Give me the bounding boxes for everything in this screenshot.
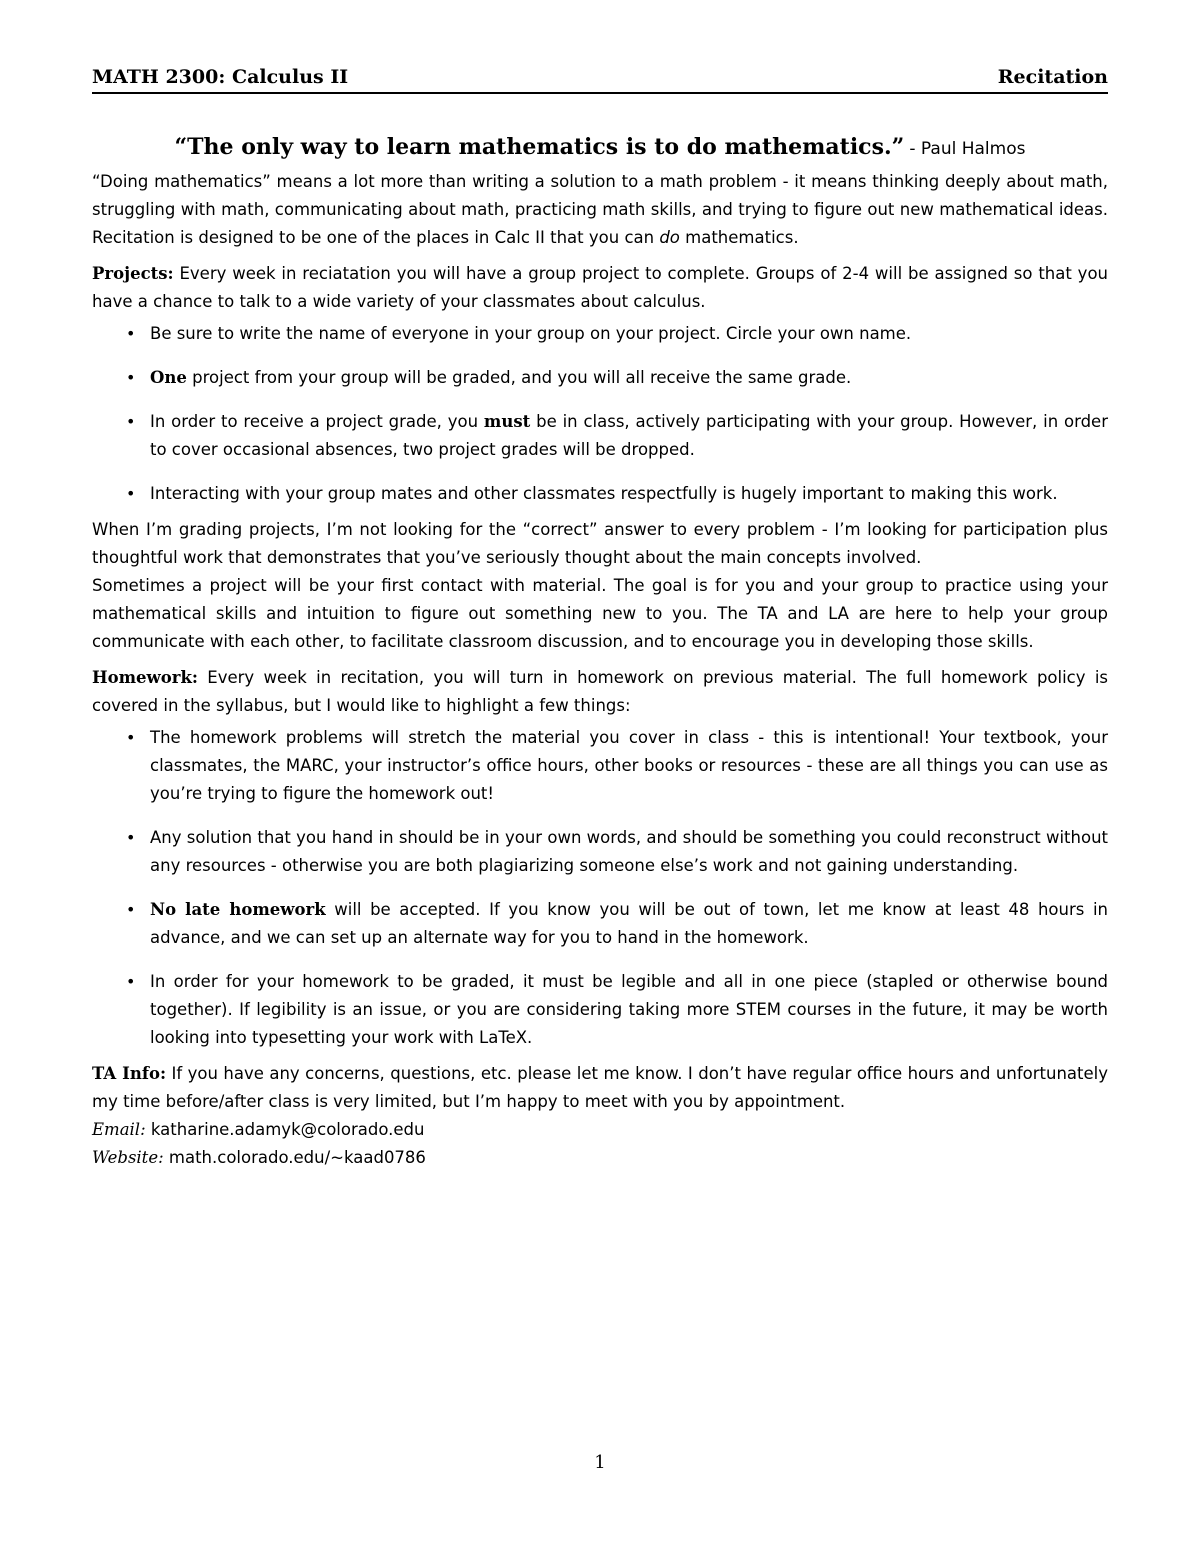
email-address[interactable]: katharine.adamyk@colorado.edu: [150, 1120, 425, 1139]
section-label: Recitation: [997, 66, 1108, 88]
homework-heading: Homework:: [92, 668, 198, 687]
website-url[interactable]: math.colorado.edu/~kaad0786: [168, 1148, 426, 1167]
ta-info-paragraph: TA Info: If you have any concerns, questions, etc. please let me know. I don’t have regular office hours and unfortunately my time before/after class is very limited, but I’m happy to meet with you by appointment.: [92, 1064, 1108, 1111]
bullet-icon: •: [126, 900, 136, 919]
list-item: • No late homework will be accepted. If you know you will be out of town, let me know at least 48 hours in advance, and we can set up an alternate way for you to hand in the homework.: [150, 896, 1108, 952]
list-item: • The homework problems will stretch the material you cover in class - this is intentional! Your textbook, your classmates, the MARC, your instructor’s office hours, other books or resources - these are all things you can use as you’re trying to figure the homework out!: [150, 724, 1108, 808]
website-label: Website:: [92, 1148, 164, 1167]
bullet-icon: •: [126, 728, 136, 747]
bullet-icon: •: [126, 972, 136, 991]
homework-list: [92, 724, 1108, 1052]
list-item: • One project from your group will be graded, and you will all receive the same grade.: [150, 364, 1108, 392]
bullet-icon: •: [126, 828, 136, 847]
list-item: • In order to receive a project grade, you must be in class, actively participating with your group. However, in order to cover occasional absences, two project grades will be dropped.: [150, 408, 1108, 464]
contact-website: [92, 1144, 1108, 1172]
list-item: • Any solution that you hand in should be in your own words, and should be something you could reconstruct without any resources - otherwise you are both plagiarizing someone else’s work and not gaining understanding.: [150, 824, 1108, 880]
bullet-icon: •: [126, 412, 136, 431]
projects-paragraph: Projects: Every week in reciatation you will have a group project to complete. Groups of 2-4 will be assigned so that you have a chance to talk to a wide variety of your classmates about calculus.: [92, 264, 1108, 311]
contact-email: [92, 1116, 1108, 1144]
page: [92, 66, 1108, 1172]
homework-paragraph: Homework: Every week in recitation, you will turn in homework on previous material. The full homework policy is covered in the syllabus, but I would like to highlight a few things:: [92, 668, 1108, 715]
quote-text: “The only way to learn mathematics is to do mathematics.”: [174, 134, 905, 160]
bullet-icon: •: [126, 368, 136, 387]
epigraph: [92, 134, 1108, 160]
emphasis-do: do: [659, 228, 680, 247]
first-contact-paragraph: Sometimes a project will be your first contact with material. The goal is for you and your group to practice using your mathematical skills and intuition to figure out something new to you. The TA and LA are here to help your group communicate with each other, to facilitate classroom discussion, and to encourage you in developing those skills.: [92, 576, 1108, 651]
list-item: • Be sure to write the name of everyone in your group on your project. Circle your own name.: [150, 320, 1108, 348]
bullet-icon: •: [126, 324, 136, 343]
quote-author: - Paul Halmos: [909, 139, 1026, 159]
email-label: Email:: [92, 1120, 146, 1139]
projects-heading: Projects:: [92, 264, 174, 283]
page-number: 1: [594, 1452, 606, 1473]
projects-list: [92, 320, 1108, 508]
ta-info-heading: TA Info:: [92, 1064, 167, 1083]
list-item: • Interacting with your group mates and other classmates respectfully is hugely important to making this work.: [150, 480, 1108, 508]
list-item: • In order for your homework to be graded, it must be legible and all in one piece (stapled or otherwise bound together). If legibility is an issue, or you are considering taking more STEM courses in the future, it may be worth looking into typesetting your work with LaTeX.: [150, 968, 1108, 1052]
bullet-icon: •: [126, 484, 136, 503]
intro-paragraph: “Doing mathematics” means a lot more than writing a solution to a math problem - it means thinking deeply about math, struggling with math, communicating about math, practicing math skills, and trying to figure out new mathematical ideas. Recitation is designed to be one of the places in Calc II that you can do mathematics.: [92, 172, 1108, 247]
grading-paragraph: When I’m grading projects, I’m not looking for the “correct” answer to every problem - I’m looking for participation plus thoughtful work that demonstrates that you’ve seriously thought about the main concepts involved.: [92, 520, 1108, 567]
page-header: [92, 66, 1108, 94]
course-title: MATH 2300: Calculus II: [92, 66, 349, 88]
